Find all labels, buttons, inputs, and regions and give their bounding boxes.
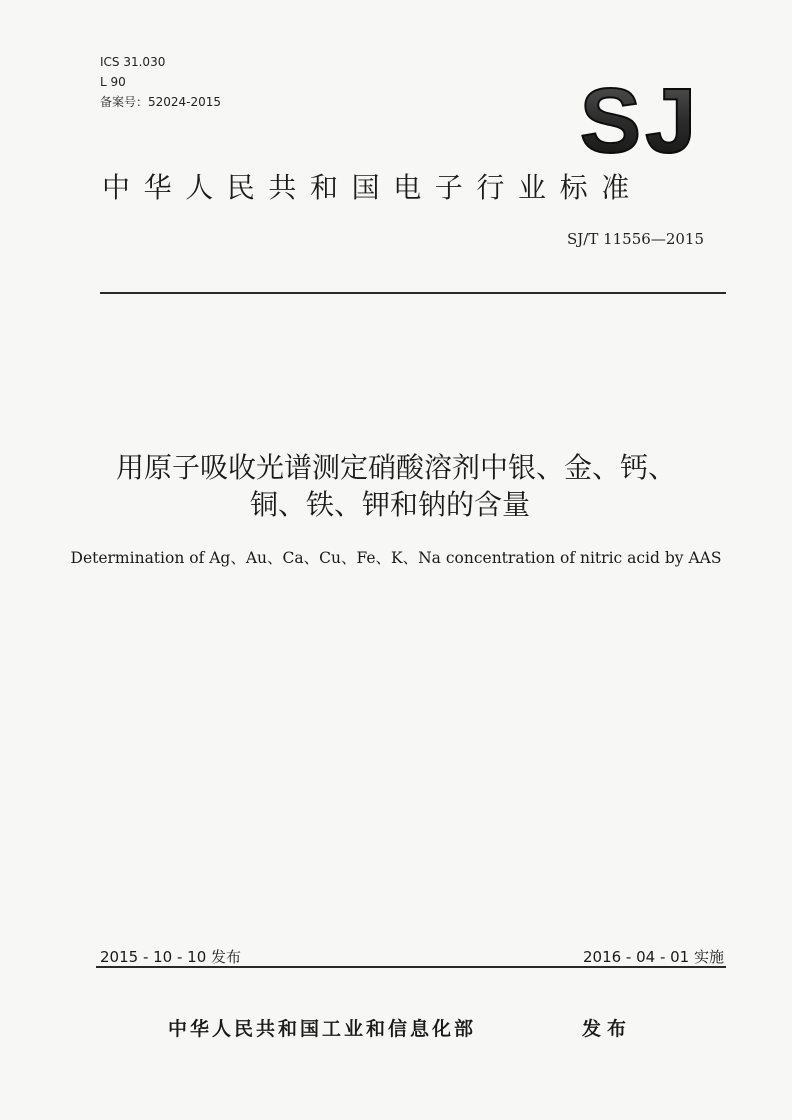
title-cn-line2: 铜、铁、钾和钠的含量 <box>249 488 530 521</box>
ics-code: ICS 31.030 <box>100 55 166 69</box>
title-cn-line1: 用原子吸收光谱测定硝酸溶剂中银、金、钙、 <box>115 451 676 484</box>
standard-category: 中华人民共和国电子行业标准 <box>102 171 643 204</box>
footer-divider <box>96 966 726 968</box>
ccs-code: L 90 <box>100 75 126 89</box>
publish-label: 发布 <box>582 1018 633 1040</box>
header-divider <box>100 292 726 294</box>
record-number: 备案号：52024-2015 <box>100 95 222 109</box>
standard-meta <box>100 52 221 112</box>
title-en: Determination of Ag、Au、Ca、Cu、Fe、K、Na concentration of nitric acid by AAS <box>70 549 722 567</box>
publisher: 中华人民共和国工业和信息化部 <box>168 1018 477 1040</box>
issue-date: 2015 - 10 - 10 发布 <box>100 948 242 966</box>
sj-logo-text: SJ <box>579 78 701 158</box>
standard-code: SJ/T 11556—2015 <box>566 230 704 248</box>
implementation-date: 2016 - 04 - 01 实施 <box>582 948 724 966</box>
sj-logo <box>572 78 708 158</box>
